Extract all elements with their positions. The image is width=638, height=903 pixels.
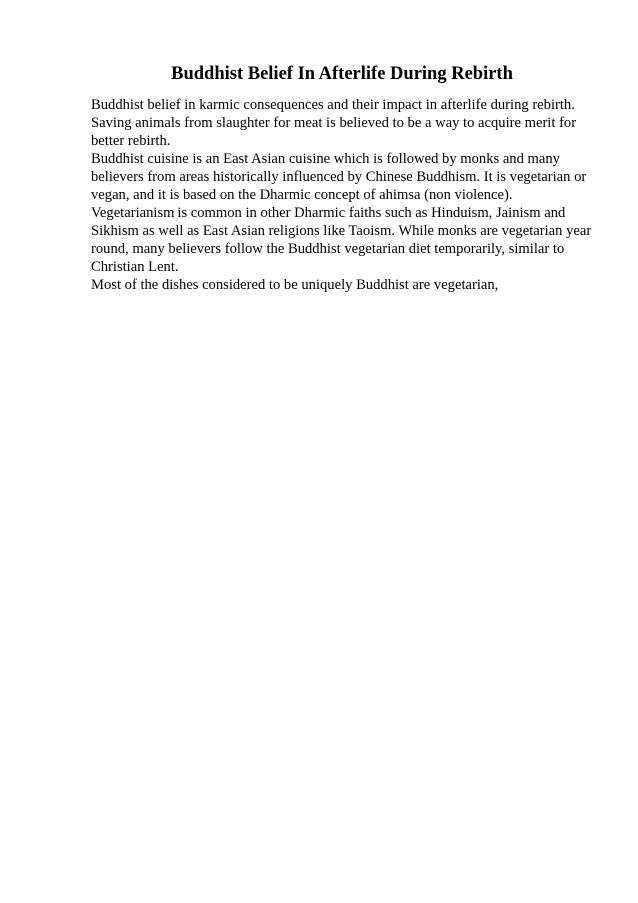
body-line: Sikhism as well as East Asian religions like Taoism. While monks are vegetarian year (91, 223, 592, 239)
body-line: Buddhist belief in karmic consequences and their impact in afterlife during rebirth. (91, 97, 575, 113)
body-line: round, many believers follow the Buddhist vegetarian diet temporarily, similar to (91, 241, 565, 257)
body-line: Buddhist cuisine is an East Asian cuisine which is followed by monks and many (91, 151, 560, 167)
body-line: believers from areas historically influenced by Chinese Buddhism. It is vegetarian or (91, 169, 587, 185)
body-line: better rebirth. (91, 133, 171, 149)
body-line: Vegetarianism is common in other Dharmic faiths such as Hinduism, Jainism and (91, 205, 566, 221)
body-line: Saving animals from slaughter for meat is believed to be a way to acquire merit for (91, 115, 577, 131)
body-line: Most of the dishes considered to be uniquely Buddhist are vegetarian, (91, 277, 499, 293)
document-title: Buddhist Belief In Afterlife During Rebirth (171, 64, 513, 84)
body-line: Christian Lent. (91, 259, 179, 275)
body-line: vegan, and it is based on the Dharmic concept of ahimsa (non violence). (91, 187, 513, 203)
document-body (91, 96, 591, 294)
